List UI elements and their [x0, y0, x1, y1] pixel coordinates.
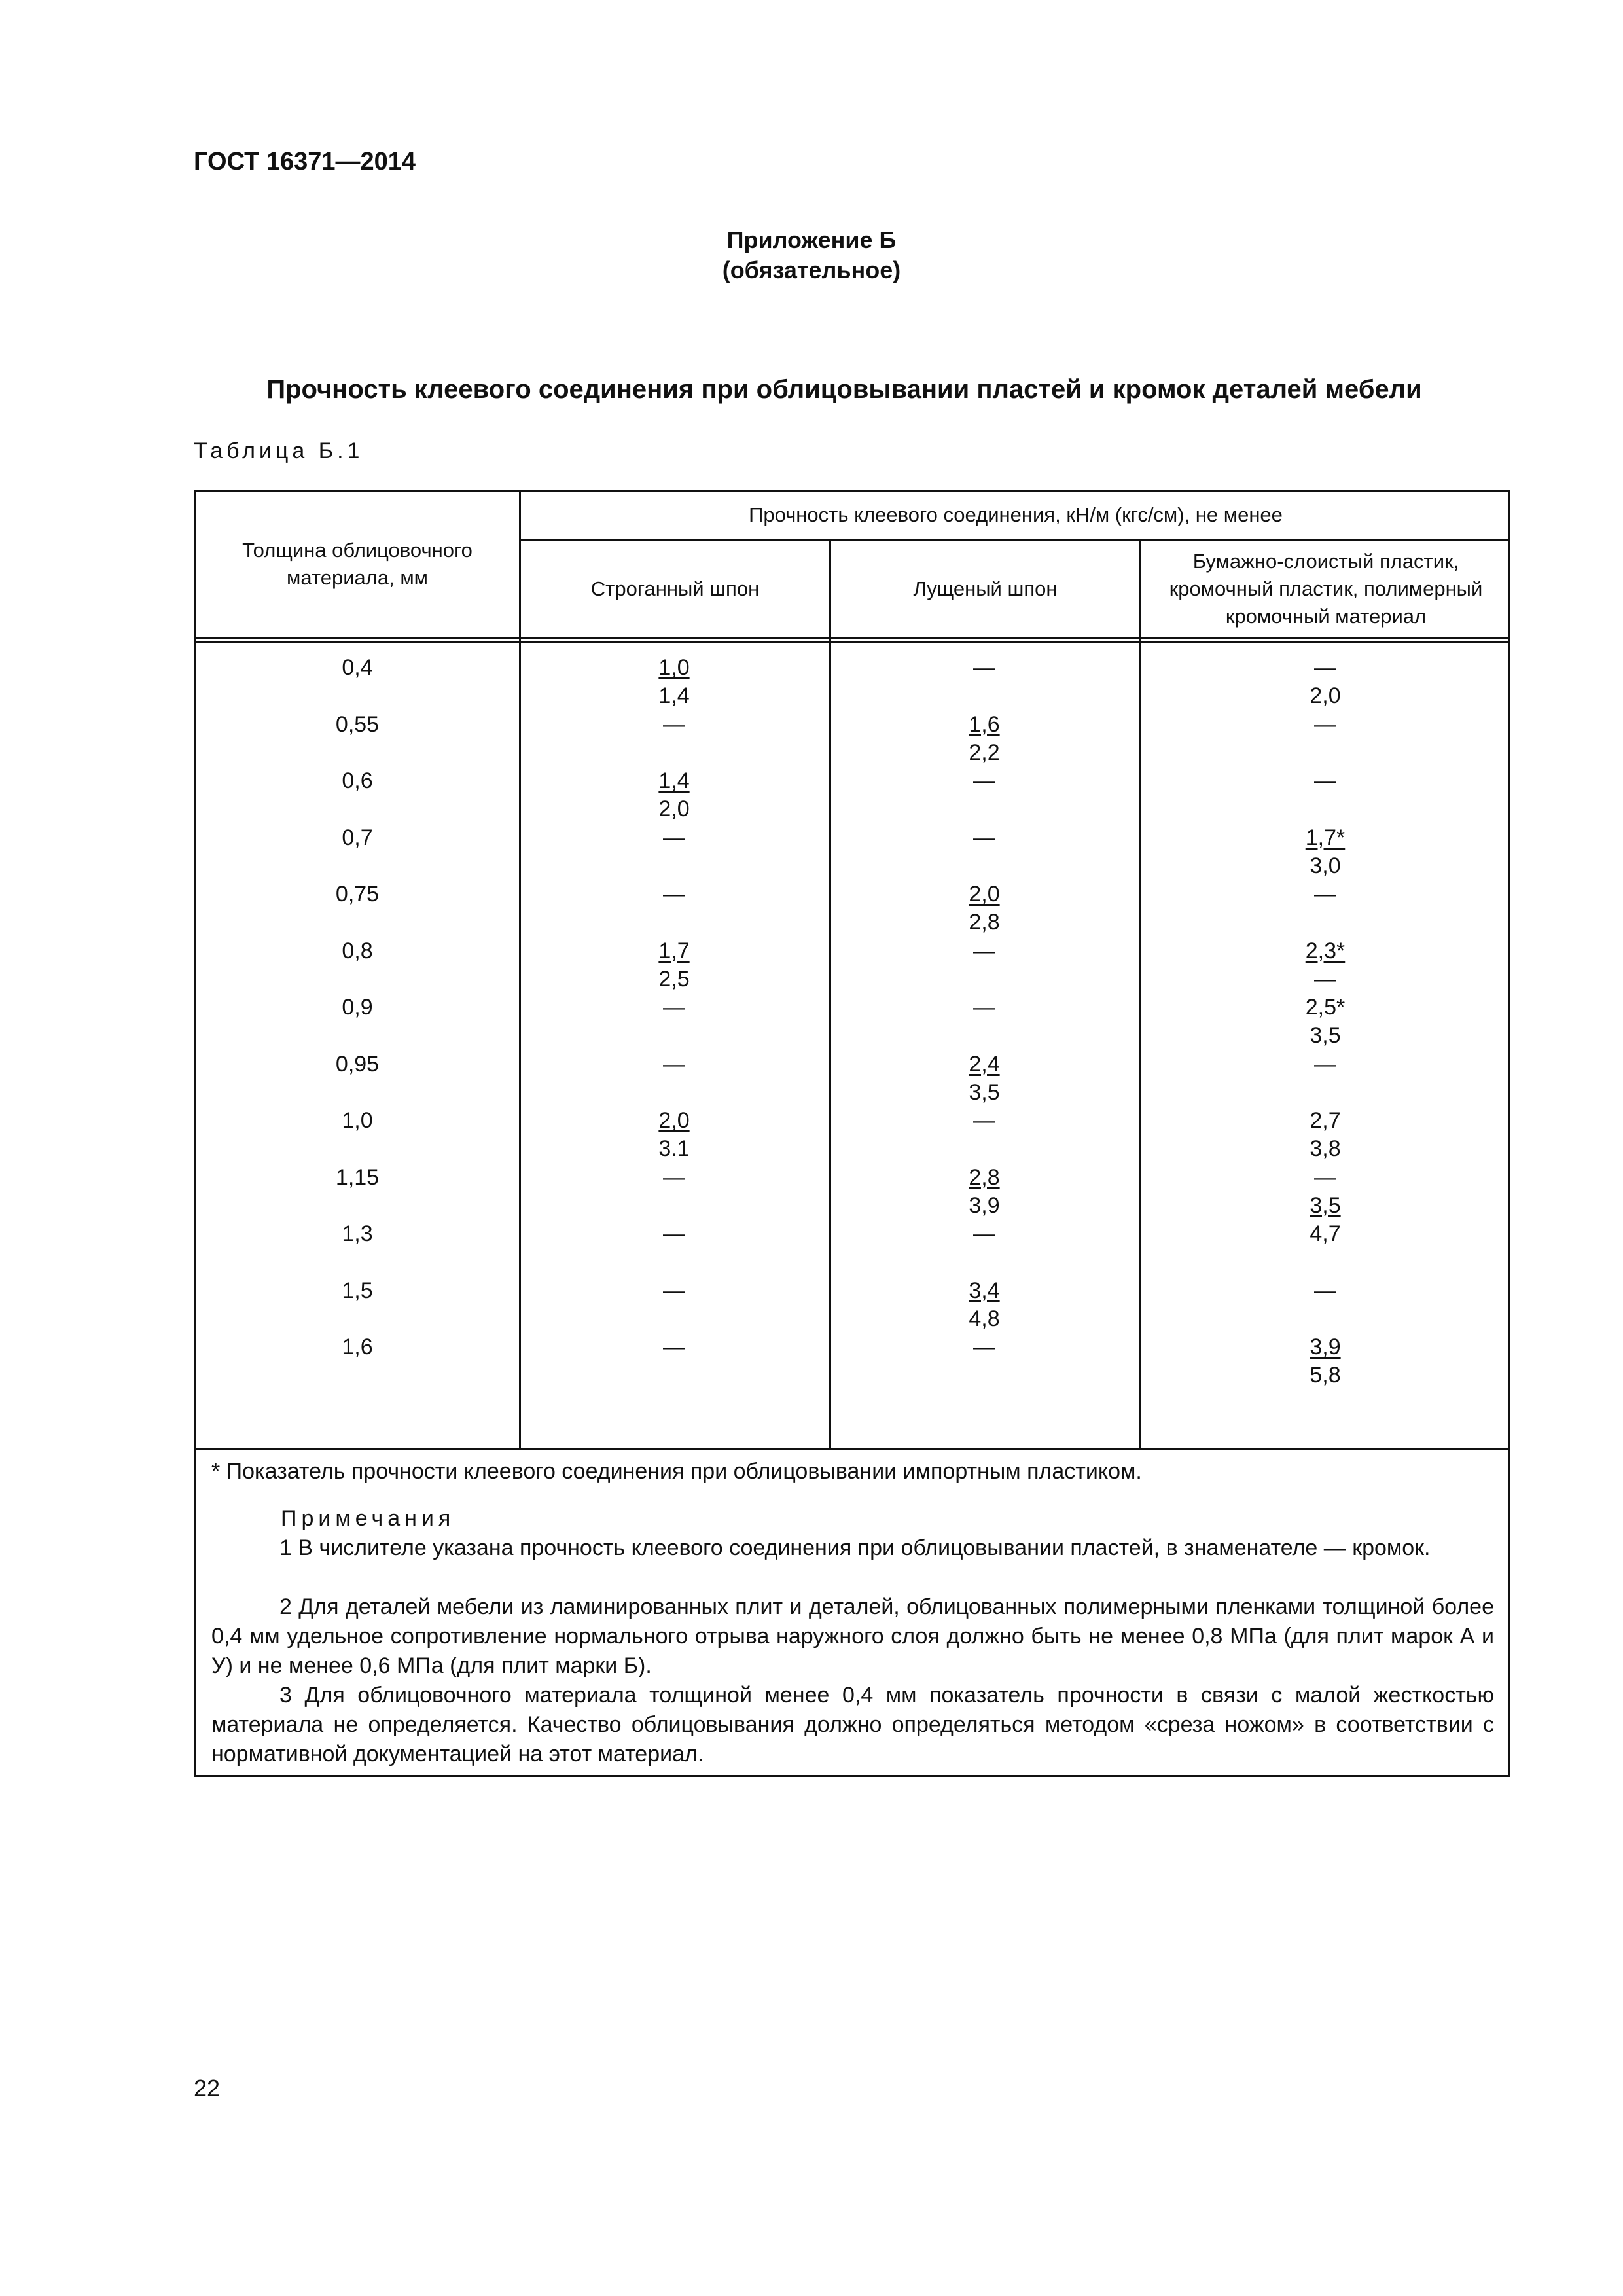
plastic-value-cell: 2,5* — [1305, 995, 1346, 1020]
plastic-value-cell: 4,7 — [1310, 1221, 1341, 1246]
peeled-numerator-cell: 2,0 — [969, 882, 1000, 906]
peeled-value-cell: — — [973, 995, 995, 1020]
thickness-cell: 1,6 — [342, 1335, 373, 1359]
table-footnote: * Показатель прочности клеевого соединения при облицовывании импортным пластиком. — [211, 1459, 1142, 1484]
peeled-denominator-cell: 2,8 — [969, 910, 1000, 935]
plastic-numerator-cell: 3,5 — [1310, 1193, 1341, 1218]
table-caption: Таблица Б.1 — [194, 439, 364, 463]
sliced-numerator-cell: 1,0 — [658, 655, 690, 680]
thickness-cell: 1,15 — [335, 1164, 380, 1190]
peeled-value-cell: — — [973, 825, 995, 850]
sliced-value-cell: — — [663, 995, 685, 1020]
plastic-value-cell: — — [1314, 1164, 1336, 1190]
thickness-cell: 0,6 — [342, 768, 373, 793]
thickness-cell: 0,55 — [335, 711, 380, 737]
table-vline — [1139, 539, 1141, 1448]
peeled-denominator-cell: 3,5 — [969, 1079, 1000, 1105]
note-1: 1 В числителе указана прочность клеевого соединения при облицовывании пластей, в знаменателе — кромок. — [279, 1535, 1431, 1560]
sliced-value-cell: — — [663, 1164, 685, 1190]
sliced-value-cell: — — [663, 1278, 685, 1303]
main-title: Прочность клеевого соединения при облицовывании пластей и кромок деталей мебели — [266, 375, 1422, 404]
sliced-denominator-cell: 2,5 — [658, 966, 690, 992]
peeled-numerator-cell: 2,8 — [969, 1164, 1000, 1190]
col-header-plastic: Бумажно-слоистый пластик, кромочный пластик, полимерный кромочный материал — [1169, 549, 1483, 628]
sliced-value-cell: — — [663, 1221, 685, 1246]
plastic-value-cell: — — [1314, 655, 1336, 680]
sliced-numerator-cell: 1,7 — [658, 938, 690, 963]
peeled-numerator-cell: 1,6 — [969, 711, 1000, 737]
plastic-value-cell: — — [1314, 711, 1336, 737]
thickness-cell: 0,4 — [342, 655, 373, 680]
thickness-cell: 0,8 — [342, 938, 373, 963]
peeled-value-cell: — — [973, 1221, 995, 1246]
plastic-denominator-cell: 5,8 — [1310, 1363, 1341, 1388]
thickness-cell: 0,75 — [335, 882, 380, 906]
sliced-numerator-cell: 1,4 — [658, 768, 690, 793]
thickness-cell: 1,0 — [342, 1108, 373, 1133]
thickness-cell: 0,9 — [342, 995, 373, 1020]
peeled-denominator-cell: 2,2 — [969, 740, 1000, 765]
document-code: ГОСТ 16371—2014 — [194, 148, 416, 175]
plastic-denominator-cell: — — [1314, 966, 1336, 992]
peeled-value-cell: — — [973, 1335, 995, 1359]
peeled-denominator-cell: 3,9 — [969, 1193, 1000, 1218]
thickness-cell: 1,3 — [342, 1221, 373, 1246]
plastic-denominator-cell: 3,8 — [1310, 1136, 1341, 1161]
sliced-value-cell: — — [663, 1335, 685, 1359]
peeled-numerator-cell: 2,4 — [969, 1051, 1000, 1077]
plastic-value-cell: — — [1314, 768, 1336, 793]
peeled-value-cell: — — [973, 768, 995, 793]
plastic-numerator-cell: 3,9 — [1310, 1335, 1341, 1359]
table-hline — [196, 637, 1510, 639]
plastic-value-cell: — — [1314, 1051, 1336, 1077]
page-number: 22 — [194, 2075, 221, 2102]
notes-heading: Примечания — [281, 1506, 455, 1531]
sliced-denominator-cell: 3.1 — [658, 1136, 690, 1161]
col-group-header: Прочность клеевого соединения, кН/м (кгс/см), не менее — [749, 503, 1283, 526]
col-header-sliced-veneer: Строганный шпон — [590, 577, 760, 600]
thickness-cell: 0,7 — [342, 825, 373, 850]
peeled-numerator-cell: 3,4 — [969, 1278, 1000, 1303]
plastic-numerator-cell: 2,3* — [1305, 938, 1346, 963]
sliced-value-cell: — — [663, 882, 685, 906]
plastic-denominator-cell: 2,0 — [1310, 683, 1341, 708]
annex-status: (обязательное) — [722, 257, 901, 283]
table-hline — [196, 1448, 1510, 1450]
peeled-value-cell: — — [973, 938, 995, 963]
table-vline — [829, 539, 831, 1448]
sliced-value-cell: — — [663, 1051, 685, 1077]
peeled-denominator-cell: 4,8 — [969, 1306, 1000, 1331]
thickness-cell: 0,95 — [335, 1051, 380, 1077]
sliced-numerator-cell: 2,0 — [658, 1108, 690, 1133]
col-header-thickness: Толщина облицовочного материала, мм — [242, 539, 473, 589]
plastic-value-cell: 2,7 — [1310, 1108, 1341, 1133]
plastic-numerator-cell: 1,7* — [1305, 825, 1346, 850]
annex-title: Приложение Б — [726, 226, 897, 253]
sliced-denominator-cell: 2,0 — [658, 797, 690, 821]
thickness-cell: 1,5 — [342, 1278, 373, 1303]
plastic-value-cell: — — [1314, 1278, 1336, 1303]
peeled-value-cell: — — [973, 1108, 995, 1133]
strength-table — [194, 490, 1510, 1777]
peeled-value-cell: — — [973, 655, 995, 680]
note-2: 2 Для деталей мебели из ламинированных плит и деталей, облицованных полимерными пленками толщиной более 0,4 мм удельное сопротивление нормального отрыва наружного слоя должно быть не менее 0,8 МПа (для плит марок А и У) и не менее 0,6 МПа (для плит марки Б). — [211, 1594, 1494, 1678]
sliced-value-cell: — — [663, 825, 685, 850]
col-header-peeled-veneer: Лущеный шпон — [913, 577, 1058, 600]
sliced-value-cell: — — [663, 711, 685, 737]
table-hline — [196, 641, 1510, 643]
plastic-denominator-cell: 3,5 — [1310, 1023, 1341, 1048]
plastic-denominator-cell: 3,0 — [1310, 853, 1341, 878]
note-3: 3 Для облицовочного материала толщиной менее 0,4 мм показатель прочности в связи с малой жесткостью материала не определяется. Качество облицовывания должно определяться методом «среза ножом» в соответствии с нормативной документацией на этот материал. — [211, 1683, 1494, 1767]
plastic-value-cell: — — [1314, 882, 1336, 906]
sliced-denominator-cell: 1,4 — [658, 683, 690, 708]
